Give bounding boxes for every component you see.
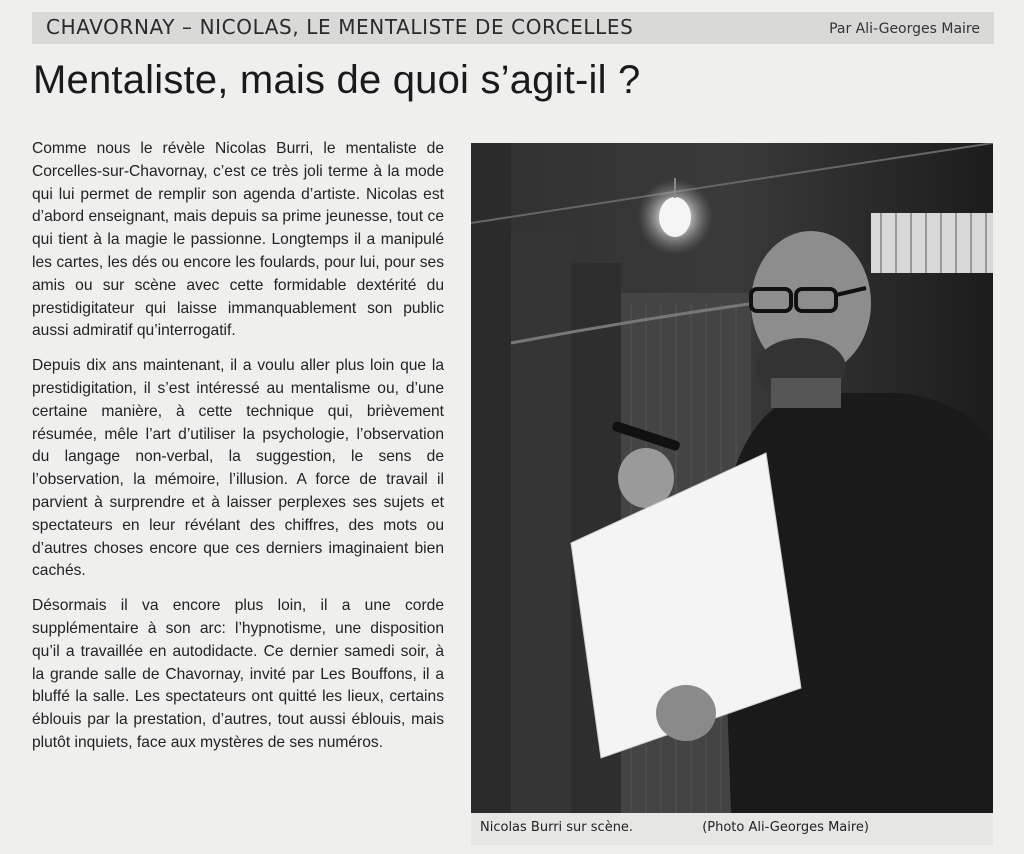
byline: Par Ali-Georges Maire bbox=[829, 21, 980, 37]
paragraph-1: Comme nous le révèle Nicolas Burri, le mentaliste de Corcelles-sur-Chavornay, c’est ce très joli terme à la mode qui lui permet de remplir son agenda d’artiste. Nicolas est d’abord enseignant, mais depuis sa prime jeunesse, tout ce qui tient à la magie le passionne. Longtemps il a manipulé les cartes, les dés ou encore les foulards, pour lui, pour ses amis ou sur scène avec cette formidable dextérité du prestidigitateur qui laisse immanquablement son public aussi admiratif qu’interrogatif. bbox=[32, 140, 444, 340]
article-photo bbox=[471, 143, 993, 813]
paragraph-3: Désormais il va encore plus loin, il a une corde supplémentaire à son arc: l’hypnotisme, une disposition qu’il a travaillée en autodidacte. Ce dernier samedi soir, à la grande salle de Chavornay, invité par Les Bouffons, il a bluffé la salle. Les spectateurs ont quitté les lieux, certains éblouis par la prestation, d’autres, tout aussi éblouis, mais plutôt inquiets, face aux mystères de ses numéros. bbox=[32, 597, 444, 751]
article-body bbox=[32, 138, 444, 767]
section-kicker: CHAVORNAY – NICOLAS, LE MENTALISTE DE CORCELLES bbox=[46, 15, 634, 39]
performer-photo-illustration bbox=[471, 143, 993, 813]
paragraph-2: Depuis dix ans maintenant, il a voulu aller plus loin que la prestidigitation, il s’est intéressé au mentalisme ou, d’une certaine manière, à cette technique qui, brièvement résumée, mêle l’art d’utiliser la psychologie, l’observation du langage non-verbal, la suggestion, le sens de l’observation, la mémoire, l’illusion. A force de travail il parvient à surprendre et à laisser perplexes ses sujets et spectateurs en leur révélant des chiffres, des mots ou d’autres choses encore que ces derniers imaginaient bien cachés. bbox=[32, 357, 444, 580]
photo-credit: (Photo Ali-Georges Maire) bbox=[702, 820, 869, 835]
headline: Mentaliste, mais de quoi s’agit-il ? bbox=[33, 58, 641, 102]
photo-caption: Nicolas Burri sur scène. bbox=[480, 820, 634, 835]
